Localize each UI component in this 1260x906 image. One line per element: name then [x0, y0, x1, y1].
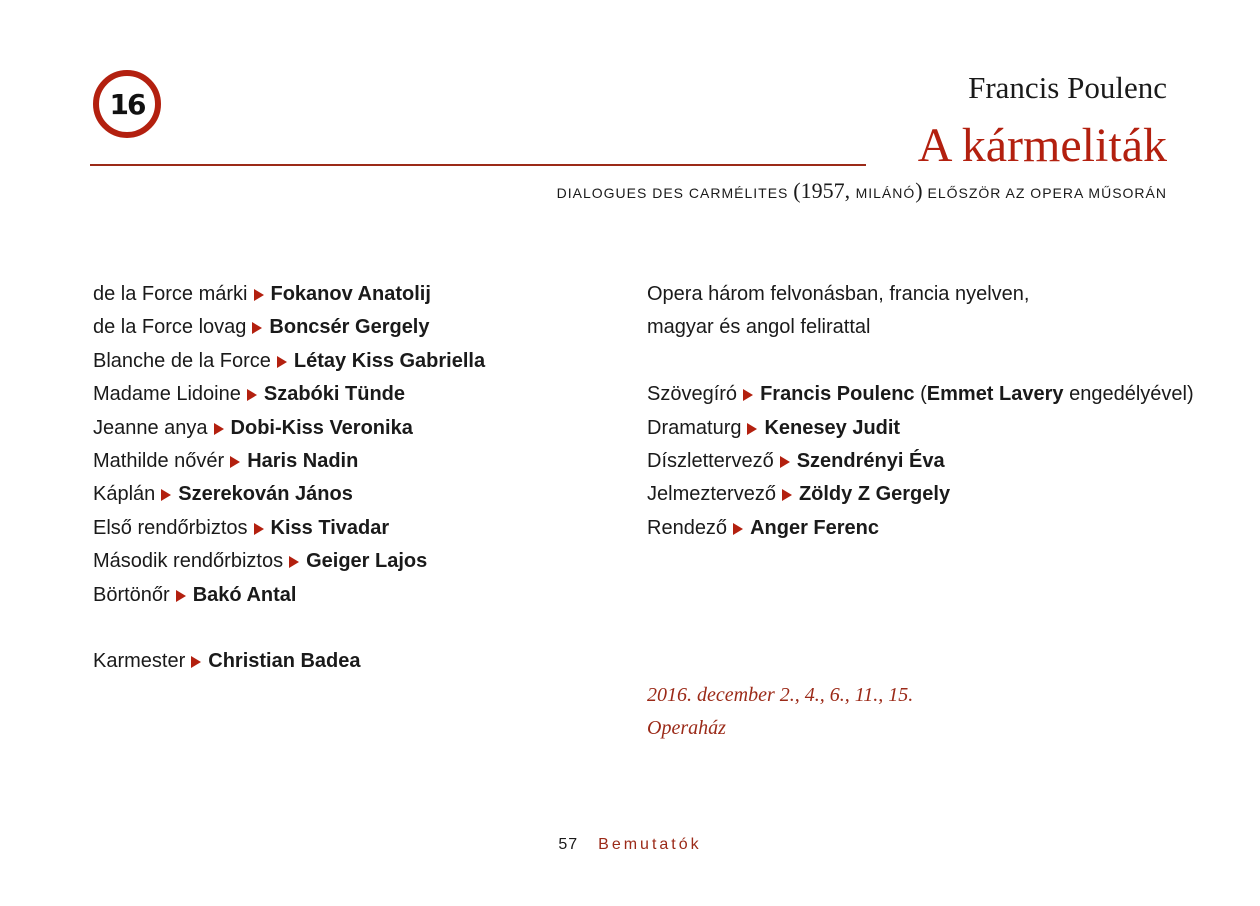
cast-role: Madame Lidoine — [93, 383, 241, 406]
cast-row — [93, 545, 613, 578]
title-divider — [90, 164, 866, 166]
arrow-icon — [254, 523, 264, 535]
subtitle-city: MILÁNÓ — [855, 185, 916, 201]
conductor-name: Christian Badea — [208, 650, 361, 673]
cast-role: Jeanne anya — [93, 416, 208, 439]
arrow-icon — [780, 456, 790, 468]
cast-name: Haris Nadin — [247, 449, 359, 472]
crew-row-librettist — [647, 378, 1194, 411]
performance-dates: 2016. december 2., 4., 6., 11., 15. — [647, 683, 914, 706]
arrow-icon — [782, 489, 792, 501]
age-rating-text: 16 — [109, 87, 145, 121]
subtitle-year: (1957, — [793, 178, 856, 203]
crew-role: Szövegíró — [647, 383, 738, 406]
info-line: magyar és angol felirattal — [647, 316, 871, 339]
cast-role: Mathilde nővér — [93, 449, 225, 472]
opera-subtitle — [557, 178, 1167, 204]
arrow-icon — [191, 656, 201, 668]
crew-role: Jelmeztervező — [647, 483, 776, 506]
cast-row — [93, 278, 613, 311]
arrow-icon — [743, 389, 753, 401]
crew-row-costume-designer — [647, 478, 1177, 511]
composer-name: Francis Poulenc — [968, 70, 1167, 105]
conductor-row — [93, 645, 613, 678]
crew-role: Díszlettervező — [647, 449, 774, 472]
arrow-icon — [230, 456, 240, 468]
arrow-icon — [733, 523, 743, 535]
crew-extra-name: Emmet Lavery — [926, 383, 1064, 406]
cast-role: Második rendőrbiztos — [93, 550, 284, 573]
production-info — [647, 278, 1194, 745]
crew-row-dramaturg — [647, 412, 1177, 445]
crew-name: Szendrényi Éva — [796, 449, 945, 472]
subtitle-close: ) — [915, 178, 923, 203]
arrow-icon — [176, 590, 186, 602]
cast-row — [93, 445, 613, 478]
cast-name: Kiss Tivadar — [270, 516, 390, 539]
crew-note: engedélyével) — [1063, 383, 1194, 406]
arrow-icon — [247, 389, 257, 401]
subtitle-premiere-note: ELŐSZÖR AZ OPERA MŰSORÁN — [922, 185, 1167, 201]
cast-role: Börtönőr — [93, 583, 170, 606]
cast-row — [93, 345, 613, 378]
arrow-icon — [747, 423, 757, 435]
crew-name: Anger Ferenc — [750, 516, 879, 539]
cast-role: de la Force márki — [93, 283, 248, 305]
cast-name: Bakó Antal — [192, 583, 297, 606]
cast-row — [93, 579, 613, 612]
cast-role: de la Force lovag — [93, 316, 247, 339]
crew-note-open: ( — [914, 383, 927, 406]
crew-row-set-designer — [647, 445, 1177, 478]
cast-name: Szabóki Tünde — [263, 383, 405, 406]
arrow-icon — [277, 356, 287, 368]
performance-venue: Operaház — [647, 717, 726, 740]
cast-role: Káplán — [93, 483, 156, 506]
crew-row-director — [647, 512, 1177, 545]
age-rating-badge — [93, 70, 161, 138]
page-footer — [0, 836, 1260, 854]
subtitle-original-title: DIALOGUES DES CARMÉLITES — [556, 185, 794, 201]
arrow-icon — [289, 556, 299, 568]
cast-row — [93, 412, 613, 445]
cast-list — [93, 278, 613, 679]
cast-name: Szerekován János — [178, 483, 353, 506]
cast-name: Boncsér Gergely — [269, 316, 430, 339]
page-number: 57 — [558, 836, 579, 853]
crew-name: Zöldy Z Gergely — [798, 483, 951, 506]
cast-role: Blanche de la Force — [93, 349, 271, 372]
crew-role: Rendező — [647, 516, 728, 539]
arrow-icon — [252, 322, 262, 334]
arrow-icon — [254, 289, 264, 301]
crew-name: Francis Poulenc — [760, 383, 915, 406]
cast-role: Első rendőrbiztos — [93, 516, 248, 539]
cast-name: Geiger Lajos — [306, 550, 428, 573]
conductor-role: Karmester — [93, 650, 186, 673]
arrow-icon — [214, 423, 224, 435]
arrow-icon — [161, 489, 171, 501]
cast-name: Fokanov Anatolij — [270, 283, 431, 305]
cast-row — [93, 378, 613, 411]
cast-name: Létay Kiss Gabriella — [293, 349, 486, 372]
cast-name: Dobi-Kiss Veronika — [230, 416, 413, 439]
opera-title: A kármeliták — [917, 119, 1167, 172]
cast-row — [93, 478, 613, 511]
cast-row — [93, 512, 613, 545]
crew-role: Dramaturg — [647, 416, 742, 439]
crew-name: Kenesey Judit — [764, 416, 901, 439]
info-line: Opera három felvonásban, francia nyelven, — [647, 283, 1030, 305]
section-name: Bemutatók — [598, 836, 702, 853]
cast-row — [93, 311, 613, 344]
